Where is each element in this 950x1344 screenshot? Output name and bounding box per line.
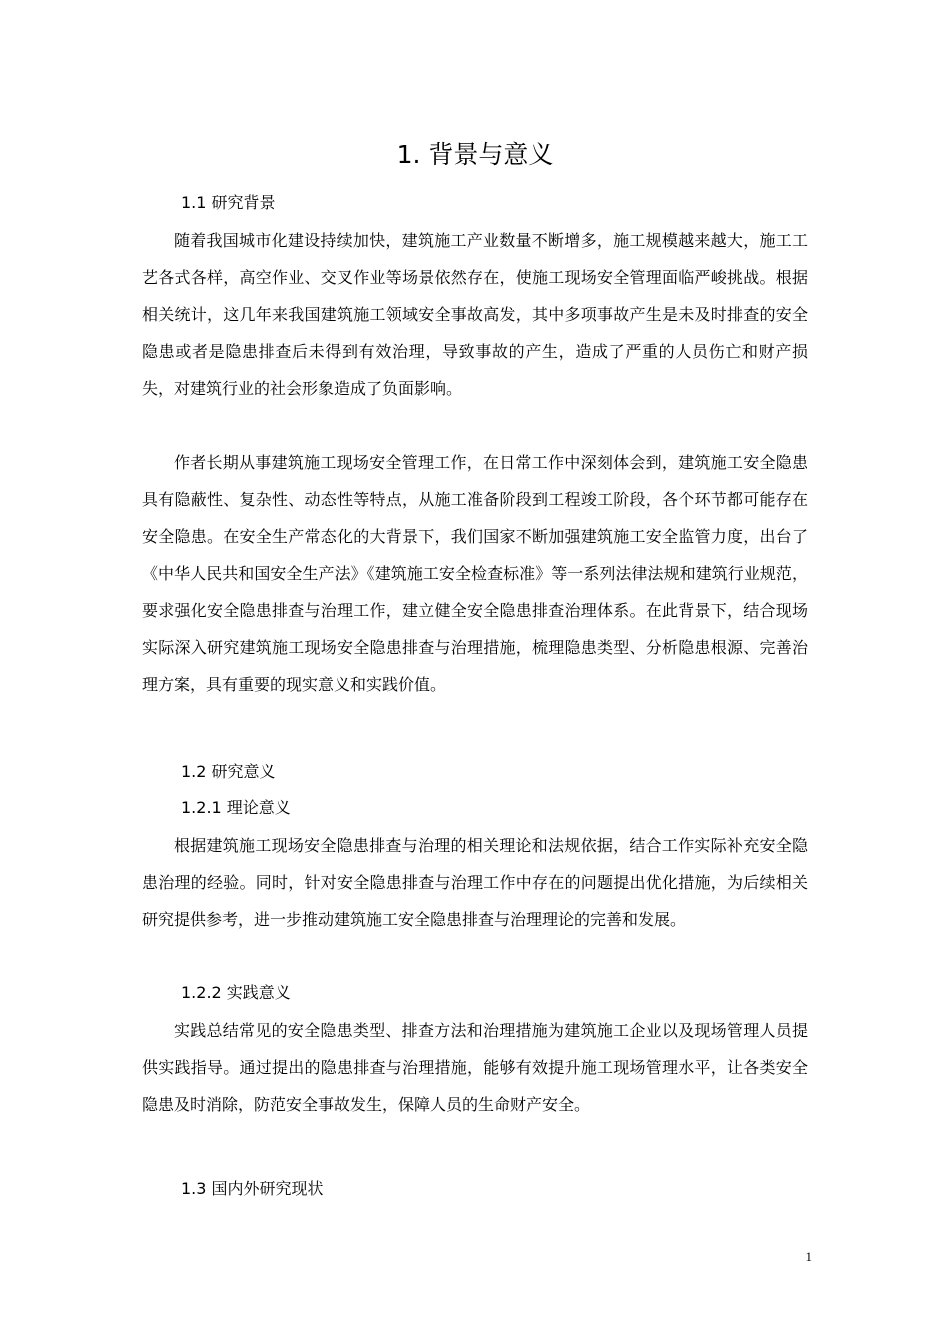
page-number: 1 (805, 1249, 812, 1264)
paragraph-research-background-1: 随着我国城市化建设持续加快，建筑施工产业数量不断增多，施工规模越来越大，施工工艺各式各样，高空作业、交叉作业等场景依然存在，使施工现场安全管理面临严峻挑战。根据相关统计，这几年来我国建筑施工领域安全事故高发，其中多项事故产生是未及时排查的安全隐患或者是隐患排查后未得到有效治理，导致事故的产生，造成了严重的人员伤亡和财产损失，对建筑行业的社会形象造成了负面影响。 (142, 231, 808, 398)
section-heading-1-2: 1.2 研究意义 (181, 762, 276, 781)
section-heading-1-1: 1.1 研究背景 (181, 193, 276, 212)
subsection-heading-1-2-1: 1.2.1 理论意义 (181, 798, 291, 817)
section-heading-1-3: 1.3 国内外研究现状 (181, 1179, 324, 1198)
paragraph-practical-significance: 实践总结常见的安全隐患类型、排查方法和治理措施为建筑施工企业以及现场管理人员提供实践指导。通过提出的隐患排查与治理措施，能够有效提升施工现场管理水平，让各类安全隐患及时消除，防范安全事故发生，保障人员的生命财产安全。 (142, 1021, 808, 1114)
subsection-heading-1-2-2: 1.2.2 实践意义 (181, 983, 291, 1002)
paragraph-research-background-2: 作者长期从事建筑施工现场安全管理工作，在日常工作中深刻体会到，建筑施工安全隐患具有隐蔽性、复杂性、动态性等特点，从施工准备阶段到工程竣工阶段，各个环节都可能存在安全隐患。在安全生产常态化的大背景下，我们国家不断加强建筑施工安全监管力度，出台了《中华人民共和国安全生产法》《建筑施工安全检查标准》等一系列法律法规和建筑行业规范，要求强化安全隐患排查与治理工作，建立健全安全隐患排查治理体系。在此背景下，结合现场实际深入研究建筑施工现场安全隐患排查与治理措施，梳理隐患类型、分析隐患根源、完善治理方案，具有重要的现实意义和实践价值。 (142, 453, 808, 694)
paragraph-theoretical-significance: 根据建筑施工现场安全隐患排查与治理的相关理论和法规依据，结合工作实际补充安全隐患治理的经验。同时，针对安全隐患排查与治理工作中存在的问题提出优化措施，为后续相关研究提供参考，进一步推动建筑施工安全隐患排查与治理理论的完善和发展。 (142, 836, 808, 929)
chapter-title: 1. 背景与意义 (396, 140, 554, 169)
